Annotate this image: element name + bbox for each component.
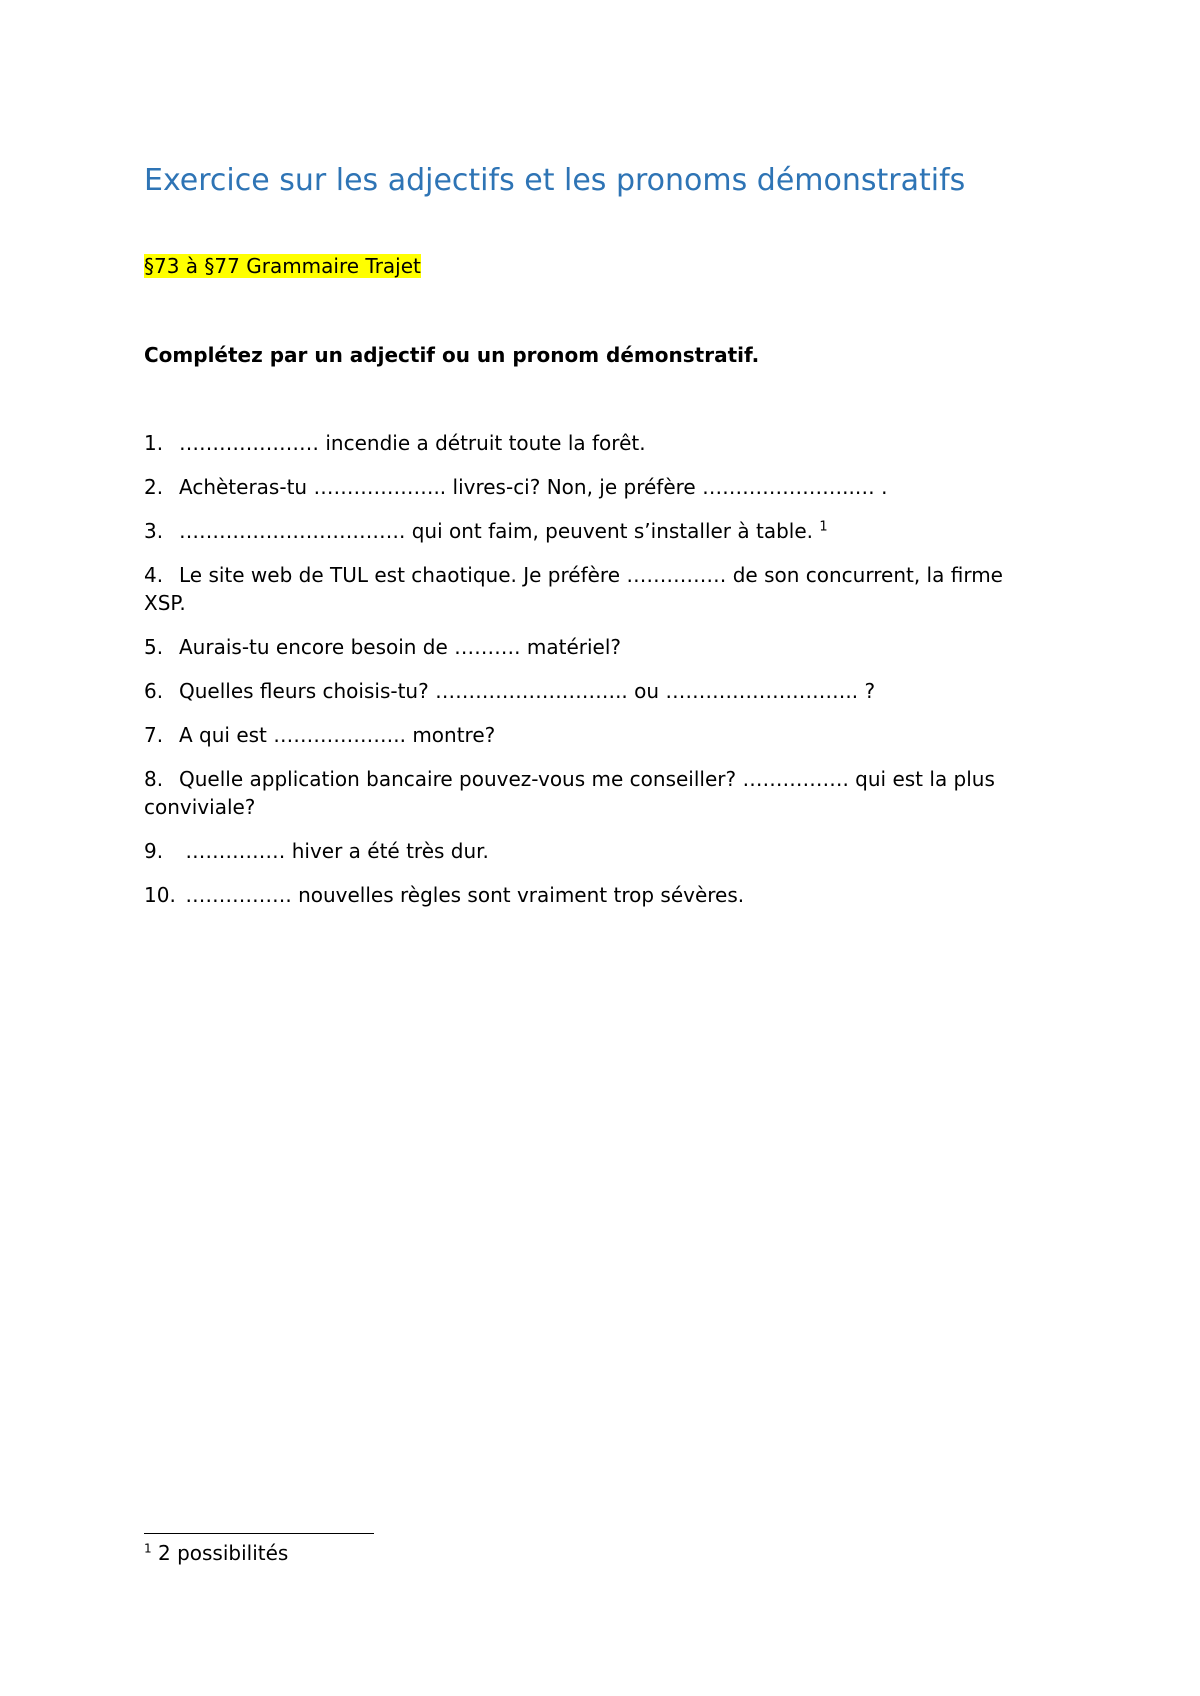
page-title: Exercice sur les adjectifs et les pronoms démonstratifs xyxy=(144,163,966,198)
footnote xyxy=(144,1540,288,1566)
exercise-text: ……………. nouvelles règles sont vraiment trop sévères. xyxy=(179,883,745,907)
exercise-number: 9. xyxy=(144,839,164,863)
exercise-instruction: Complétez par un adjectif ou un pronom démonstratif. xyxy=(144,343,760,367)
footnote-text: 2 possibilités xyxy=(151,1541,289,1565)
exercise-text: …………… hiver a été très dur. xyxy=(179,839,489,863)
exercise-item xyxy=(144,765,1049,821)
footnote-separator xyxy=(144,1533,374,1534)
exercise-item xyxy=(144,561,1049,617)
exercise-list xyxy=(144,429,1049,925)
exercise-text: ………………… incendie a détruit toute la forêt. xyxy=(179,431,646,455)
footnote-mark: 1 xyxy=(144,1541,152,1556)
exercise-item xyxy=(144,721,1049,749)
exercise-item xyxy=(144,677,1049,705)
exercise-item xyxy=(144,429,1049,457)
exercise-text: A qui est ……………….. montre? xyxy=(179,723,496,747)
exercise-text: ……………………………. qui ont faim, peuvent s’installer à table. xyxy=(179,519,820,543)
exercise-number: 7. xyxy=(144,723,164,747)
exercise-number: 6. xyxy=(144,679,164,703)
grammar-reference xyxy=(144,253,421,279)
highlighted-reference: §73 à §77 Grammaire Trajet xyxy=(144,254,421,278)
exercise-text: Aurais-tu encore besoin de ………. matériel? xyxy=(179,635,622,659)
exercise-number: 2. xyxy=(144,475,164,499)
exercise-text: Quelles fleurs choisis-tu? ……………………….. ou ……………………….. ? xyxy=(179,679,876,703)
exercise-number: 4. xyxy=(144,563,164,587)
exercise-text: Quelle application bancaire pouvez-vous me conseiller? ……………. qui est la plus conviviale? xyxy=(144,767,995,819)
exercise-item xyxy=(144,837,1049,865)
exercise-item xyxy=(144,517,1049,545)
exercise-text: Le site web de TUL est chaotique. Je préfère …………… de son concurrent, la firme XSP. xyxy=(144,563,1003,615)
exercise-number: 8. xyxy=(144,767,164,791)
exercise-number: 1. xyxy=(144,431,164,455)
exercise-item xyxy=(144,473,1049,501)
exercise-item xyxy=(144,881,1049,909)
footnote-reference[interactable]: 1 xyxy=(819,519,828,535)
exercise-number: 3. xyxy=(144,519,164,543)
exercise-number: 10. xyxy=(144,883,176,907)
exercise-text: Achèteras-tu ……………….. livres-ci? Non, je préfère …………………..… . xyxy=(179,475,888,499)
exercise-item xyxy=(144,633,1049,661)
exercise-number: 5. xyxy=(144,635,164,659)
